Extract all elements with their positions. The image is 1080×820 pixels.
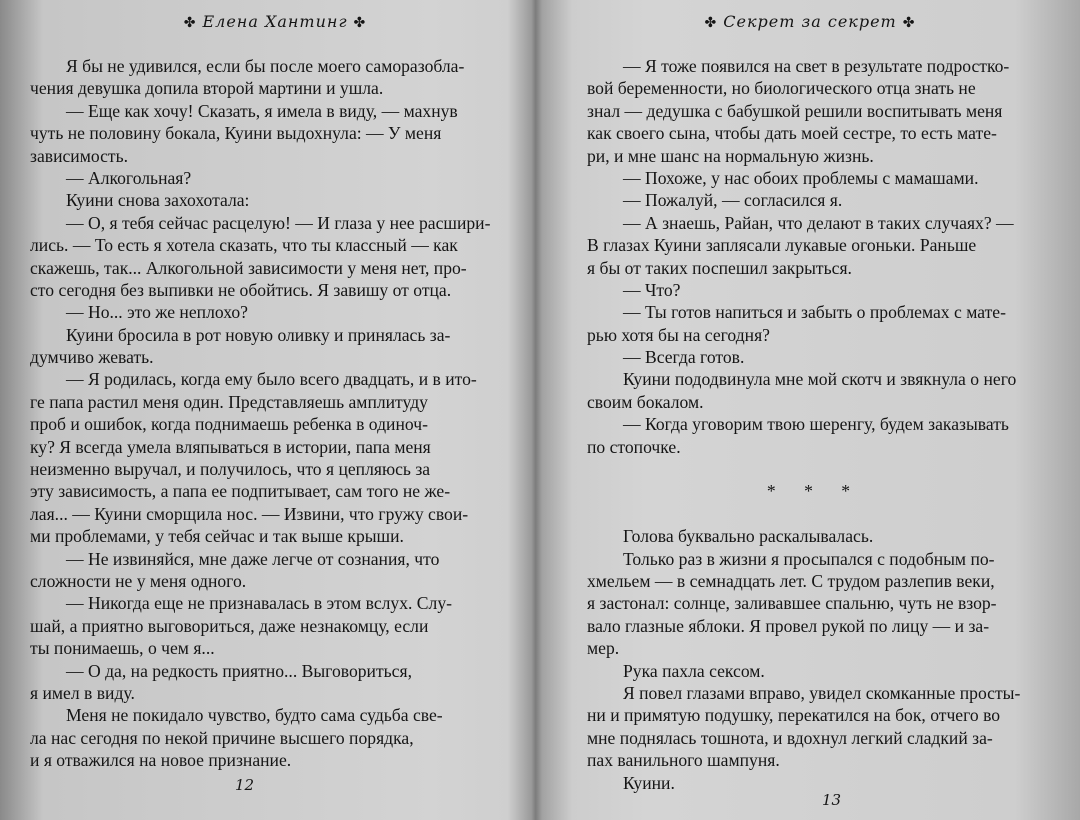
text-line: как своего сына, чтобы дать моей сестре, то есть мате- [587,123,997,144]
text-line: Рука пахла сексом. [623,660,765,681]
text-line: Только раз в жизни я просыпался с подобным по- [623,548,995,569]
text-line: — Не извиняйся, мне даже легче от сознания, что [66,548,440,569]
text-line: — О, я тебя сейчас расцелую! — И глаза у нее расшири- [66,212,491,233]
text-line: эту зависимость, а папа ее подпитывает, сам того не же- [30,481,451,502]
text-line: В глазах Куини заплясали лукавые огоньки. Раньше [587,235,977,256]
text-line: — Пожалуй, — согласился я. [623,190,843,211]
text-line: зависимость. [30,145,128,166]
left-page [0,0,530,820]
text-line: мер. [587,638,620,659]
text-line: думчиво жевать. [30,347,154,368]
text-line: я имел в виду. [30,682,135,703]
text-line: — Я родилась, когда ему было всего двадцать, и в ито- [66,369,477,390]
text-line: — Еще как хочу! Сказать, я имела в виду, — махнув [66,100,458,121]
text-line: ге папа растил меня один. Представляешь амплитуду [30,391,428,412]
text-line: шай, а приятно выговориться, даже незнакомцу, если [30,615,429,636]
section-break: * * * [766,481,863,502]
text-line: — Всегда готов. [623,347,745,368]
ornament-icon: ✤ [704,15,718,31]
right-page [540,0,1080,820]
text-line: скажешь, так... Алкогольной зависимости у меня нет, про- [30,257,467,278]
header-text: Елена Хантинг [202,12,348,31]
ornament-icon: ✤ [183,15,197,31]
text-line: — Я тоже появился на свет в результате подростко- [623,56,1010,76]
left-page-text [30,55,490,772]
running-header-author [40,12,510,31]
text-line: Куини бросила в рот новую оливку и принялась за- [66,324,451,345]
text-line: — Когда уговорим твою шеренгу, будем заказывать [623,414,1009,435]
ornament-icon: ✤ [353,15,367,31]
page-number: 12 [235,776,255,794]
right-page-text [587,55,1042,794]
text-line: Меня не покидало чувство, будто сама судьба све- [66,705,443,726]
ornament-icon: ✤ [902,15,916,31]
text-line: ла нас сегодня по некой причине высшего порядка, [30,727,414,748]
header-text: Секрет за секрет [723,12,897,31]
text-line: проб и ошибок, когда поднимаешь ребенка в одиноч- [30,414,428,435]
text-line: ми проблемами, у тебя сейчас и так выше крыши. [30,526,404,547]
text-line: сто сегодня без выпивки не обойтись. Я завишу от отца. [30,279,452,300]
text-line: чения девушка допила второй мартини и ушла. [30,78,384,99]
text-line: Куини снова захохотала: [66,190,250,211]
text-line: лись. — То есть я хотела сказать, что ты классный — как [30,235,458,256]
text-line: вой беременности, но биологического отца знать не [587,78,976,99]
text-line: Куини. [623,772,675,793]
text-line: чуть не половину бокала, Куини выдохнула: — У меня [30,123,442,144]
text-line: ты понимаешь, о чем я... [30,638,215,659]
text-line: — Что? [623,279,681,300]
text-line: сложности не у меня одного. [30,570,247,591]
text-line: ку? Я всегда умела вляпываться в истории, папа меня [30,436,431,457]
text-line: — Но... это же неплохо? [66,302,248,323]
text-line: рью хотя бы на сегодня? [587,324,770,345]
text-line: Я повел глазами вправо, увидел скомканные просты- [623,682,1021,703]
text-line: своим бокалом. [587,391,704,412]
text-line: вало глазные яблоки. Я провел рукой по лицу — и за- [587,615,990,636]
text-line: лая... — Куини сморщила нос. — Извини, что гружу свои- [30,503,469,524]
text-line: Я бы не удивился, если бы после моего саморазобла- [66,56,465,76]
page-number: 13 [822,791,842,809]
running-header-title [580,12,1040,31]
text-line: мне поднялась тошнота, и вдохнул легкий сладкий за- [587,727,993,748]
text-line: — Алкогольная? [66,167,192,188]
text-line: я бы от таких поспешил закрыться. [587,257,852,278]
text-line: пах ванильного шампуня. [587,750,780,771]
text-line: я застонал: солнце, заливавшее спальню, чуть не взор- [587,593,997,614]
text-line: и я отважился на новое признание. [30,750,292,771]
text-line: — А знаешь, Райан, что делают в таких случаях? — [623,212,1014,233]
text-line: Голова буквально раскалывалась. [623,526,874,547]
text-line: неизменно выручал, и получилось, что я цепляюсь за [30,459,431,480]
text-line: — Никогда еще не признавалась в этом вслух. Слу- [66,593,452,614]
text-line: ни и примятую подушку, перекатился на бок, отчего во [587,705,1001,726]
text-line: — Ты готов напиться и забыть о проблемах с мате- [623,302,1006,323]
text-line: Куини пододвинула мне мой скотч и звякнула о него [623,369,1017,390]
text-line: ри, и мне шанс на нормальную жизнь. [587,145,874,166]
text-line: — О да, на редкость приятно... Выговориться, [66,660,412,681]
text-line: по стопочке. [587,436,681,457]
text-line: хмельем — в семнадцать лет. С трудом разлепив веки, [587,570,995,591]
text-line: — Похоже, у нас обоих проблемы с мамашами. [623,167,979,188]
text-line: знал — дедушка с бабушкой решили воспитывать меня [587,100,1003,121]
